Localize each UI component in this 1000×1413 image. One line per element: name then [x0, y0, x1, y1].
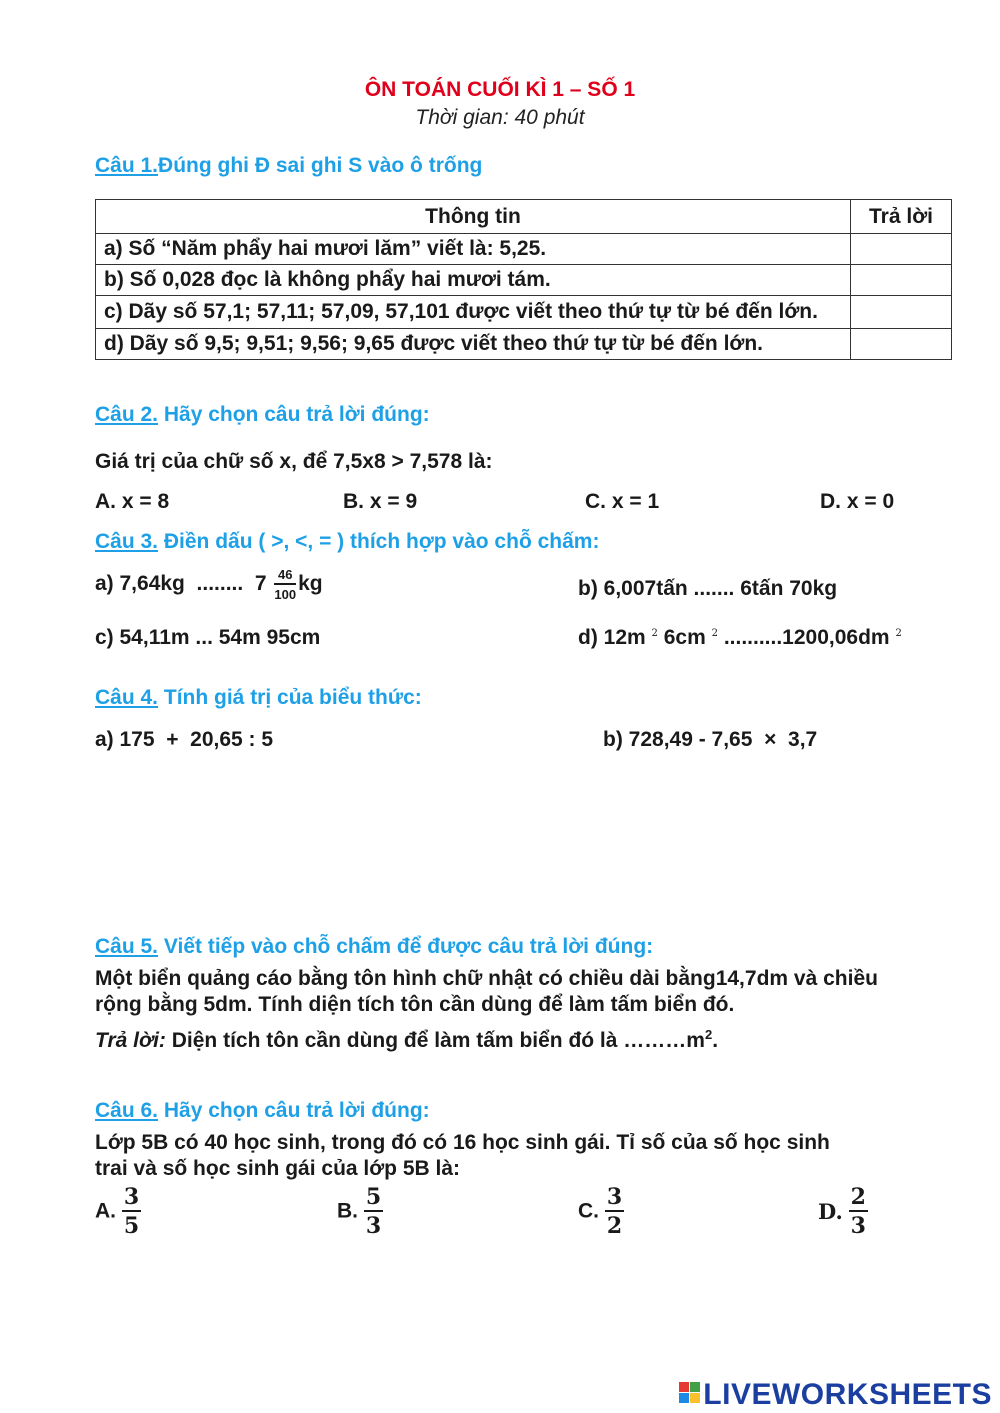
column-header-answer: Trả lời: [851, 200, 952, 234]
column-header-info: Thông tin: [96, 200, 851, 234]
question-4-heading: [95, 686, 422, 710]
question-number: Câu 3.: [95, 530, 159, 553]
question-3-heading: [95, 530, 599, 554]
statement-cell: b) Số 0,028 đọc là không phẩy hai mươi tám.: [96, 265, 851, 296]
true-false-table: [95, 199, 952, 360]
fraction-denominator: 100: [274, 587, 297, 602]
question-number: Câu 5.: [95, 935, 159, 958]
fraction-numerator: 2: [850, 1184, 866, 1210]
question-6-heading: [95, 1099, 430, 1123]
superscript: 2: [704, 1027, 713, 1042]
fraction: [364, 1186, 383, 1237]
compare-b: b) 6,007tấn ....... 6tấn 70kg: [578, 577, 838, 600]
statement-cell: c) Dãy số 57,1; 57,11; 57,09, 57,101 được viết theo thứ tự từ bé đến lớn.: [96, 296, 851, 329]
question-text: Điền dấu ( >, <, = ) thích hợp vào chỗ chấm:: [158, 530, 600, 553]
table-row: [96, 234, 952, 265]
problem-5-line-1: Một biển quảng cáo bằng tôn hình chữ nhật có chiều dài bằng14,7dm và chiều: [95, 967, 878, 990]
option-d[interactable]: D. x = 0: [820, 490, 895, 513]
fraction-numerator: 46: [274, 568, 296, 585]
option-c[interactable]: C. x = 1: [585, 490, 660, 513]
option-a[interactable]: [95, 1186, 141, 1237]
statement-cell: a) Số “Năm phẩy hai mươi lăm” viết là: 5,25.: [96, 234, 851, 265]
question-5-heading: [95, 935, 653, 959]
answer-box[interactable]: [851, 234, 952, 265]
option-label: B.: [337, 1199, 358, 1223]
superscript: 2: [895, 628, 902, 639]
compare-d-part: ..........1200,06dm: [718, 626, 890, 649]
fraction-denominator: 3: [365, 1213, 382, 1239]
question-text: Đúng ghi Đ sai ghi S vào ô trống: [158, 154, 483, 177]
problem-6-line-2: trai và số học sinh gái của lớp 5B là:: [95, 1157, 461, 1180]
table-row: [96, 329, 952, 360]
compare-a-left: a) 7,64kg ........ 7: [95, 572, 273, 596]
fraction: [849, 1186, 868, 1237]
answer-box[interactable]: [851, 265, 952, 296]
table-row: [96, 265, 952, 296]
answer-box[interactable]: [851, 296, 952, 329]
fraction-numerator: 5: [365, 1184, 382, 1210]
compare-a-unit: kg: [298, 572, 323, 596]
option-b[interactable]: B. x = 9: [343, 490, 418, 513]
fraction-denominator: 3: [850, 1213, 866, 1239]
compare-c: c) 54,11m ... 54m 95cm: [95, 626, 321, 649]
problem-5-line-2: rộng bằng 5dm. Tính diện tích tôn cần dùng để làm tấm biển đó.: [95, 993, 735, 1016]
option-label: C.: [578, 1199, 599, 1223]
option-label: D.: [818, 1199, 843, 1224]
fraction-numerator: 3: [606, 1184, 623, 1210]
question-number: Câu 6.: [95, 1099, 159, 1122]
compare-d: [578, 626, 902, 650]
option-b[interactable]: [337, 1186, 383, 1237]
question-text: Hãy chọn câu trả lời đúng:: [158, 1099, 430, 1122]
problem-5-answer: [95, 1027, 718, 1053]
answer-text: Diện tích tôn cần dùng để làm tấm biển đó là ………m: [165, 1029, 705, 1052]
page-title: ÔN TOÁN CUỐI KÌ 1 – SỐ 1: [364, 78, 636, 101]
table-header-row: [96, 200, 952, 234]
compare-d-part: d) 12m: [578, 626, 646, 649]
fraction: [274, 568, 296, 601]
question-2-heading: [95, 403, 430, 427]
answer-box[interactable]: [851, 329, 952, 360]
option-c[interactable]: [578, 1186, 624, 1237]
answer-label: Trả lời:: [95, 1029, 166, 1052]
compare-a: [95, 568, 323, 601]
question-text: Hãy chọn câu trả lời đúng:: [158, 403, 430, 426]
compare-d-part: 6cm: [663, 626, 706, 649]
fraction-denominator: 5: [123, 1213, 140, 1239]
question-2-prompt: Giá trị của chữ số x, để 7,5x8 > 7,578 là:: [95, 450, 493, 473]
superscript: 2: [711, 628, 718, 639]
option-label: A.: [95, 1199, 116, 1223]
option-d[interactable]: [818, 1186, 868, 1237]
liveworksheets-logo: [679, 1378, 992, 1412]
question-number: Câu 2.: [95, 403, 159, 426]
answer-end: .: [712, 1029, 719, 1052]
fraction: [122, 1186, 141, 1237]
expression-b: b) 728,49 - 7,65 × 3,7: [603, 728, 818, 751]
question-number: Câu 1.: [95, 154, 159, 177]
question-number: Câu 4.: [95, 686, 159, 709]
expression-a: a) 175 + 20,65 : 5: [95, 728, 274, 751]
fraction-numerator: 3: [123, 1184, 140, 1210]
table-row: [96, 296, 952, 329]
logo-mark-icon: [679, 1382, 701, 1404]
fraction: [605, 1186, 624, 1237]
question-text: Viết tiếp vào chỗ chấm để được câu trả lời đúng:: [158, 935, 654, 958]
question-text: Tính giá trị của biểu thức:: [158, 686, 422, 709]
question-1-heading: [95, 154, 482, 178]
fraction-denominator: 2: [606, 1213, 623, 1239]
option-a[interactable]: A. x = 8: [95, 490, 170, 513]
logo-text: LIVEWORKSHEETS: [703, 1378, 992, 1411]
statement-cell: d) Dãy số 9,5; 9,51; 9,56; 9,65 được viết theo thứ tự từ bé đến lớn.: [96, 329, 851, 360]
superscript: 2: [651, 628, 658, 639]
page-subtitle: Thời gian: 40 phút: [415, 106, 585, 129]
problem-6-line-1: Lớp 5B có 40 học sinh, trong đó có 16 học sinh gái. Tỉ số của số học sinh: [95, 1131, 830, 1154]
